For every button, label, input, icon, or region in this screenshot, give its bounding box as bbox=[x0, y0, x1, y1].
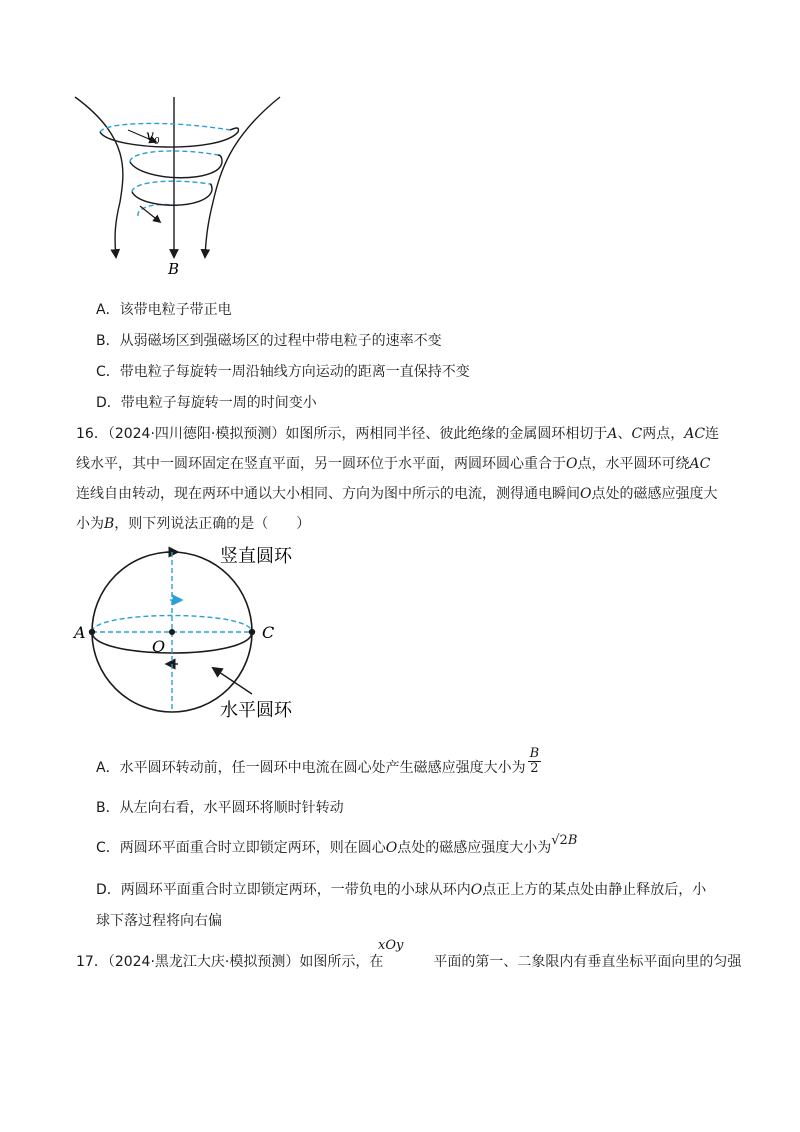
label-c: C bbox=[262, 623, 275, 642]
point-o bbox=[169, 629, 175, 635]
v0-label: $v_0$ bbox=[146, 128, 160, 147]
q16-option-c: C．两圆环平面重合时立即锁定两环，则在圆心O点处的磁感应强度大小为√2B bbox=[96, 833, 578, 856]
field-line-left bbox=[75, 97, 123, 257]
q16-line-4: 小为B，则下列说法正确的是（ ） bbox=[76, 516, 311, 532]
point-c bbox=[249, 629, 255, 635]
q17-line-1: 17．（2024·黑龙江大庆·模拟预测）如图所示，在 平面的第一、二象限内有垂直坐标平面向里的匀强 bbox=[76, 954, 742, 970]
label-a: A bbox=[74, 623, 86, 642]
figure-helix-magnetic-field bbox=[70, 92, 290, 282]
q16-source: （2024·四川德阳·模拟预测） bbox=[107, 426, 286, 442]
q16-number: 16． bbox=[76, 426, 108, 442]
q16-line-2: 线水平，其中一圆环固定在竖直平面，另一圆环位于水平面，两圆环圆心重合于O点，水平圆环可绕AC bbox=[76, 456, 711, 472]
fraction-b-over-2: $\frac{B}{2}$ bbox=[529, 745, 540, 776]
q16-line-1: 16．（2024·四川德阳·模拟预测）如图所示，两相同半径、彼此绝缘的金属圆环相切于A、C两点，AC连 bbox=[76, 426, 720, 442]
q15-option-c: C．带电粒子每旋转一周沿轴线方向运动的距离一直保持不变 bbox=[96, 364, 470, 380]
helix-arrow-end bbox=[140, 206, 160, 222]
q15-option-b: B．从弱磁场区到强磁场区的过程中带电粒子的速率不变 bbox=[96, 333, 442, 349]
helix-back-1 bbox=[100, 123, 230, 132]
sqrt2-b: √2B bbox=[551, 833, 578, 848]
q17-number: 17． bbox=[76, 954, 108, 970]
q17-xoy-sup: xOy bbox=[378, 938, 404, 953]
label-horizontal-ring: 水平圆环 bbox=[220, 700, 292, 721]
q16-option-d-line-2: 球下落过程将向右偏 bbox=[96, 913, 222, 929]
label-vertical-ring: 竖直圆环 bbox=[220, 546, 292, 567]
helix-back-3 bbox=[132, 181, 210, 192]
q15-option-a: A．该带电粒子带正电 bbox=[96, 302, 232, 318]
q16-option-d-line-1: D．两圆环平面重合时立即锁定两环，一带负电的小球从环内O点正上方的某点处由静止释放后，小 bbox=[96, 882, 707, 898]
helix-front-1 bbox=[100, 128, 238, 147]
field-line-right bbox=[205, 97, 280, 257]
horizontal-ring-pointer bbox=[216, 670, 252, 694]
q17-source: （2024·黑龙江大庆·模拟预测） bbox=[107, 954, 300, 970]
q16-option-b: B．从左向右看，水平圆环将顺时针转动 bbox=[96, 800, 344, 816]
label-o: O bbox=[152, 637, 166, 656]
helix-front-2 bbox=[130, 155, 222, 178]
b-label: B bbox=[168, 260, 180, 278]
point-a bbox=[89, 629, 95, 635]
q16-option-a: A．水平圆环转动前，任一圆环中电流在圆心处产生磁感应强度大小为 $\frac{B}{2}$ bbox=[96, 745, 540, 776]
q15-option-d: D．带电粒子每旋转一周的时间变小 bbox=[96, 395, 317, 411]
helix-front-3 bbox=[132, 184, 212, 205]
q16-line-3: 连线自由转动，现在两环中通以大小相同、方向为图中所示的电流，测得通电瞬间O点处的磁感应强度大 bbox=[76, 486, 718, 502]
figure-two-rings bbox=[70, 538, 330, 728]
